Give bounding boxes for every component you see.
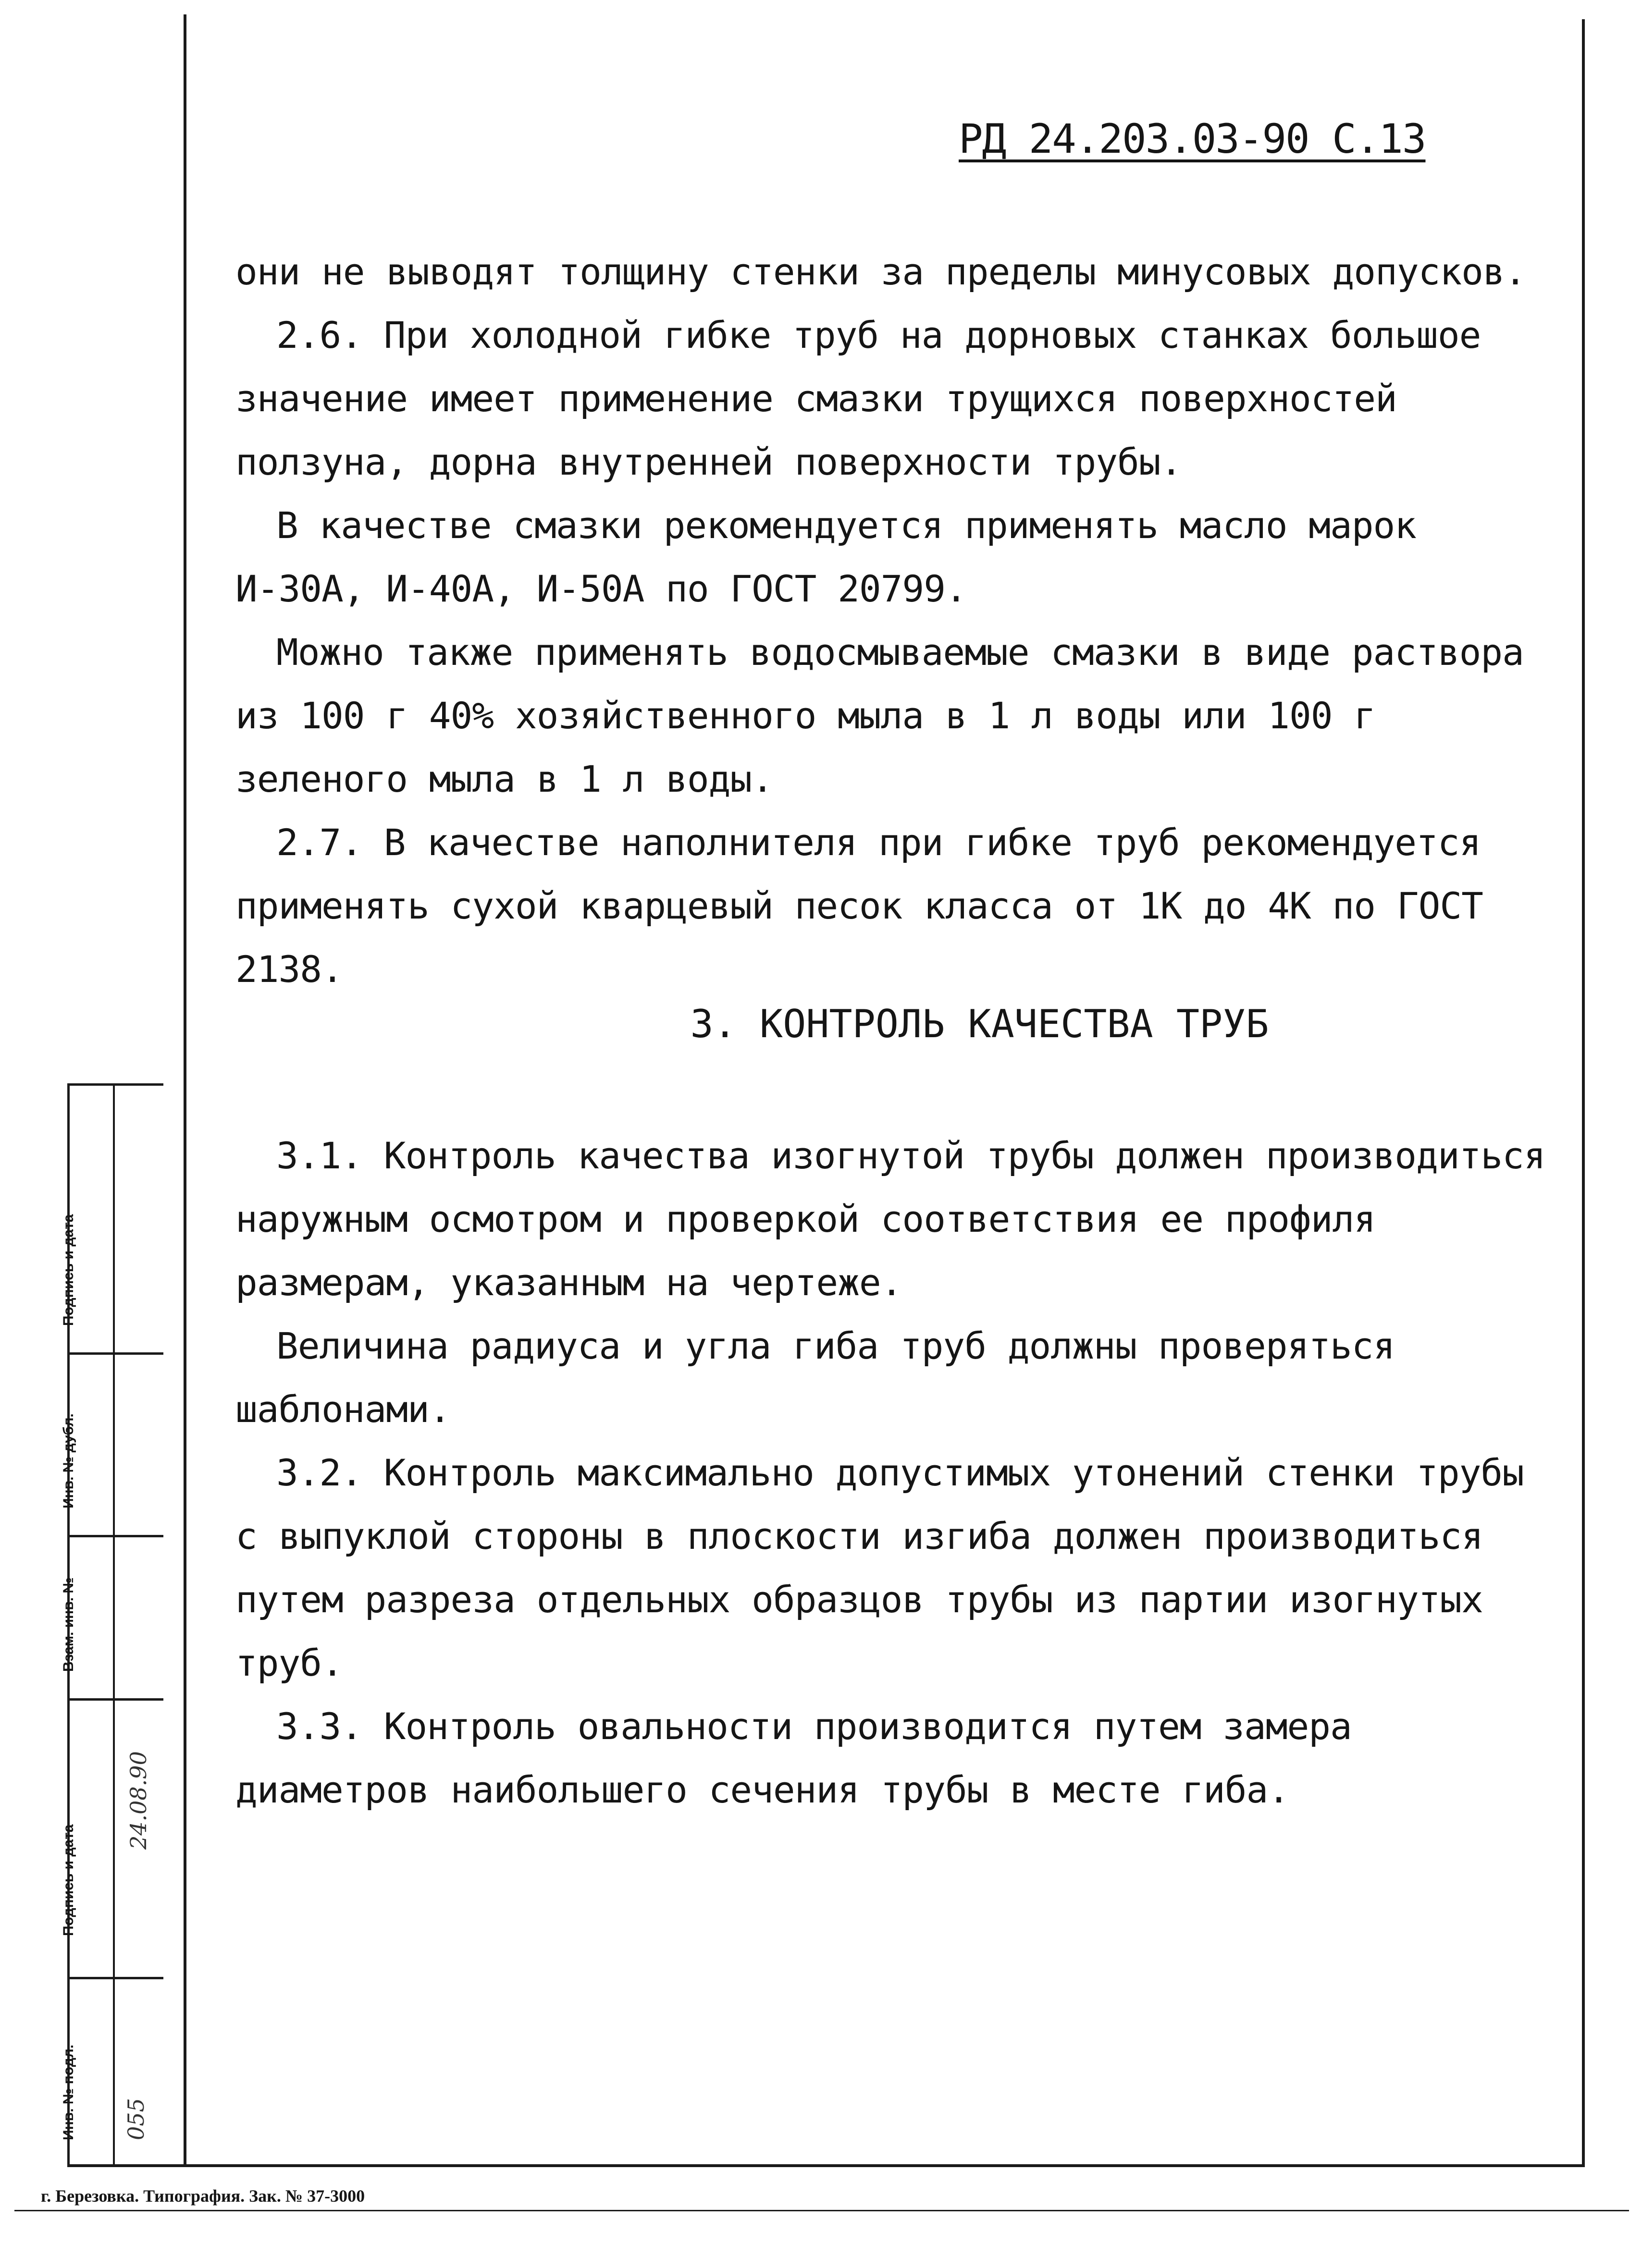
footer-rule (14, 2210, 1629, 2211)
paragraph-3-3: 3.3. Контроль овальности производится путем замера диаметров наибольшего сечения трубы в месте гиба. (235, 1705, 1352, 1811)
handwritten-date: 24.08.90 (125, 1751, 151, 1850)
body-text-section (235, 1124, 1562, 1822)
paragraph-3-1: 3.1. Контроль качества изогнутой трубы должен производиться наружным осмотром и проверкой соответствия ее профиля размерам, указанным на чертеже. (235, 1134, 1545, 1304)
handwritten-inv: 055 (123, 2098, 149, 2140)
stamp-cell-original-inv (61, 1977, 163, 2169)
paragraph-soap: Можно также применять водосмываемые смазки в виде раствора из 100 г 40% хозяйственного мыла в 1 л воды или 100 г зеленого мыла в 1 л воды. (235, 631, 1524, 800)
stamp-cell-replace-inv (61, 1535, 163, 1701)
stamp-label-original-inv: Инв. № подл. (61, 2044, 76, 2140)
printer-footer: г. Березовка. Типография. Зак. № 37-3000 (41, 2186, 365, 2206)
paragraph-templates: Величина радиуса и угла гиба труб должны проверяться шаблонами. (235, 1324, 1395, 1431)
stamp-label-dup-inv: Инв. № дубл. (61, 1413, 76, 1508)
document-reference: РД 24.203.03-90 С.13 (959, 115, 1426, 162)
left-frame-line (184, 14, 186, 2167)
stamp-label-replace-inv: Взам. инв. № (61, 1577, 76, 1672)
body-text-top (235, 240, 1562, 1001)
stamp-cell-dup-inv (61, 1352, 163, 1537)
stamp-label-signature-1: Подпись и дата (61, 1214, 76, 1326)
paragraph-3-2: 3.2. Контроль максимально допустимых утонений стенки трубы с выпуклой стороны в плоскости изгиба должен производиться путем разреза отдельных образцов трубы из партии изогнутых труб. (235, 1451, 1524, 1684)
right-frame-line (1582, 19, 1585, 2167)
paragraph-lubricant: В качестве смазки рекомендуется применять масло марок И-30А, И-40А, И-50А по ГОСТ 20799. (235, 504, 1417, 610)
paragraph-1: они не выводят толщину стенки за пределы минусовых допусков. (235, 250, 1526, 293)
paragraph-2-7: 2.7. В качестве наполнителя при гибке труб рекомендуется применять сухой кварцевый песок класса от 1К до 4К по ГОСТ 2138. (235, 821, 1483, 991)
bottom-frame-line (67, 2164, 1585, 2167)
stamp-cell-signature-2 (61, 1698, 163, 1979)
stamp-label-signature-2: Подпись и дата (61, 1824, 76, 1936)
registration-stamp (61, 1083, 163, 2167)
stamp-cell-signature-1 (61, 1083, 163, 1355)
paragraph-2-6: 2.6. При холодной гибке труб на дорновых станках большое значение имеет применение смазки трущихся поверхностей ползуна, дорна внутренней поверхности трубы. (235, 314, 1481, 483)
section-title: 3. КОНТРОЛЬ КАЧЕСТВА ТРУБ (690, 1002, 1269, 1046)
